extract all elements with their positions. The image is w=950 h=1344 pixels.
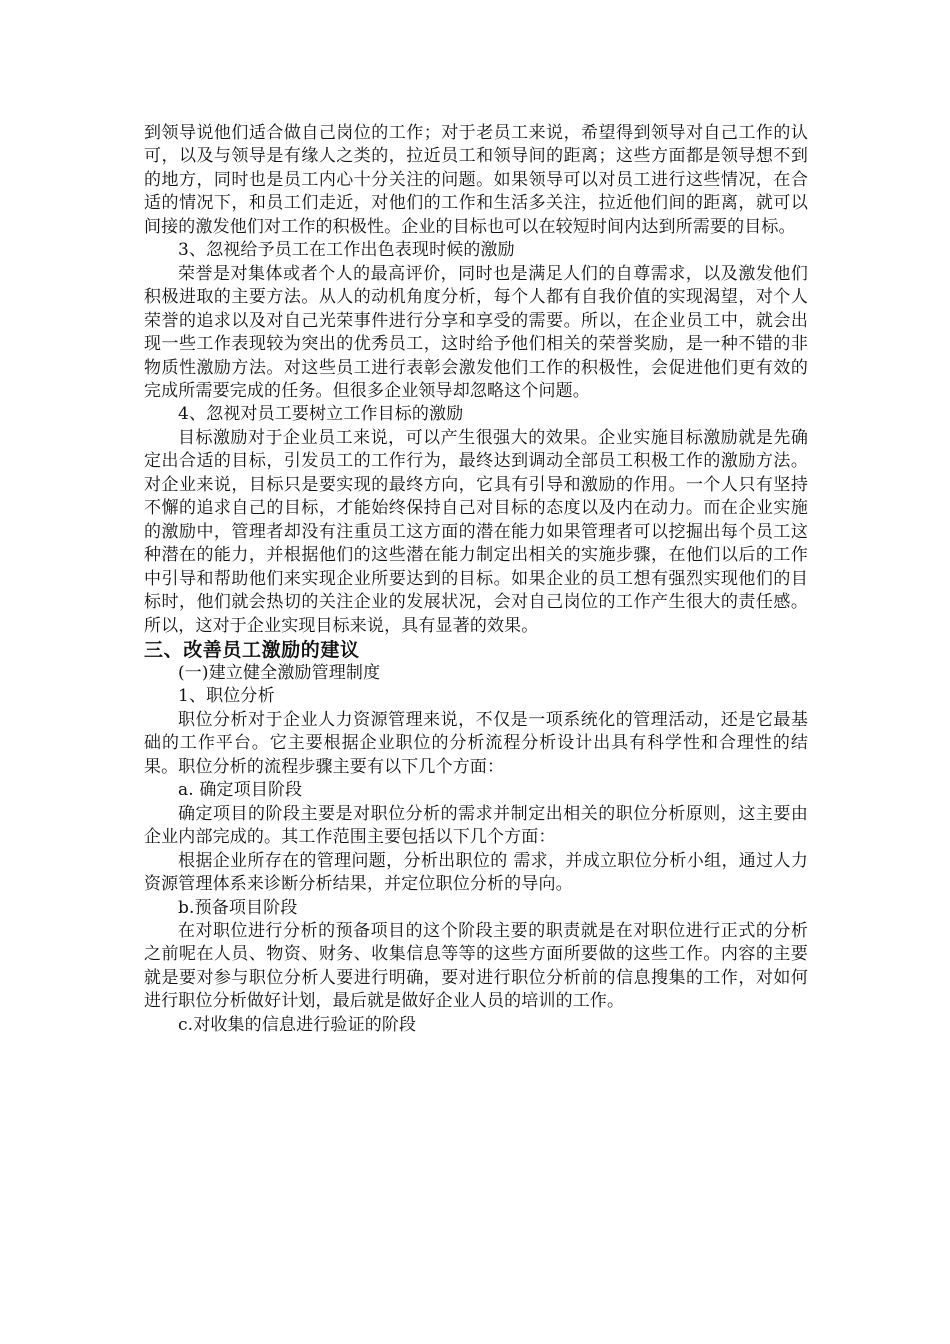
paragraph: 根据企业所存在的管理问题，分析出职位的 需求，并成立职位分析小组，通过人力资源管理体系来诊断分析结果，并定位职位分析的导向。 bbox=[144, 850, 808, 895]
paragraph: 确定项目的阶段主要是对职位分析的需求并制定出相关的职位分析原则，这主要由企业内部完成的。其工作范围主要包括以下几个方面： bbox=[144, 803, 808, 848]
point-heading: 4、忽视对员工要树立工作目标的激励 bbox=[178, 404, 464, 425]
section-title: 三、改善员工激励的建议 bbox=[144, 638, 360, 661]
paragraph: 到领导说他们适合做自己岗位的工作；对于老员工来说，希望得到领导对自己工作的认可，以及与领导是有缘人之类的，拉近员工和领导间的距离；这些方面都是领导想不到的地方，同时也是员工内心十分关注的问题。如果领导可以对员工进行这些情况，在合适的情况下，和员工们走近，对他们的工作和生活多关注，拉近他们间的距离，就可以间接的激发他们对工作的积极性。企业的目标也可以在较短时间内达到所需要的目标。 bbox=[144, 123, 808, 237]
subsection-heading: (一)建立健全激励管理制度 bbox=[178, 662, 381, 683]
document-page bbox=[144, 122, 808, 1037]
point-heading: 3、忽视给予员工在工作出色表现时候的激励 bbox=[178, 240, 515, 261]
paragraph: 目标激励对于企业员工来说，可以产生很强大的效果。企业实施目标激励就是先确定出合适的目标，引发员工的工作行为，最终达到调动全部员工积极工作的激励方法。对企业来说，目标只是要实现的最终方向，它具有引导和激励的作用。一个人只有坚持不懈的追求自己的目标，才能始终保持自己对目标的态度以及内在动力。而在企业实施的激励中，管理者却没有注重员工这方面的潜在能力如果管理者可以挖掘出每个员工这种潜在的能力，并根据他们的这些潜在能力制定出相关的实施步骤，在他们以后的工作中引导和帮助他们来实现企业所要达到的目标。如果企业的员工想有强烈实现他们的目标时，他们就会热切的关注企业的发展状况，会对自己岗位的工作产生很大的责任感。所以，这对于企业实现目标来说，具有显著的效果。 bbox=[144, 427, 808, 636]
paragraph: 在对职位进行分析的预备项目的这个阶段主要的职责就是在对职位进行正式的分析之前呢在人员、物资、财务、收集信息等等的这些方面所要做的这些工作。内容的主要就是要对参与职位分析人要进行明确，要对进行职位分析前的信息搜集的工作，对如何进行职位分析做好计划，最后就是做好企业人员的培训的工作。 bbox=[144, 920, 808, 1012]
step-heading: b.预备项目阶段 bbox=[178, 897, 298, 918]
paragraph: 职位分析对于企业人力资源管理来说，不仅是一项系统化的管理活动，还是它最基础的工作平台。它主要根据企业职位的分析流程分析设计出具有科学性和合理性的结果。职位分析的流程步骤主要有以下几个方面： bbox=[144, 709, 808, 777]
paragraph: 荣誉是对集体或者个人的最高评价，同时也是满足人们的自尊需求，以及激发他们积极进取的主要方法。从人的动机角度分析，每个人都有自我价值的实现渴望，对个人荣誉的追求以及对自己光荣事件进行分享和享受的需要。所以，在企业员工中，就会出现一些工作表现较为突出的优秀员工，这时给予他们相关的荣誉奖励，是一种不错的非物质性激励方法。对这些员工进行表彰会激发他们工作的积极性，会促进他们更有效的完成所需要完成的任务。但很多企业领导却忽略这个问题。 bbox=[144, 263, 808, 401]
step-heading: c.对收集的信息进行验证的阶段 bbox=[178, 1014, 417, 1035]
step-heading: a. 确定项目阶段 bbox=[178, 780, 303, 801]
item-heading: 1、职位分析 bbox=[178, 686, 275, 707]
